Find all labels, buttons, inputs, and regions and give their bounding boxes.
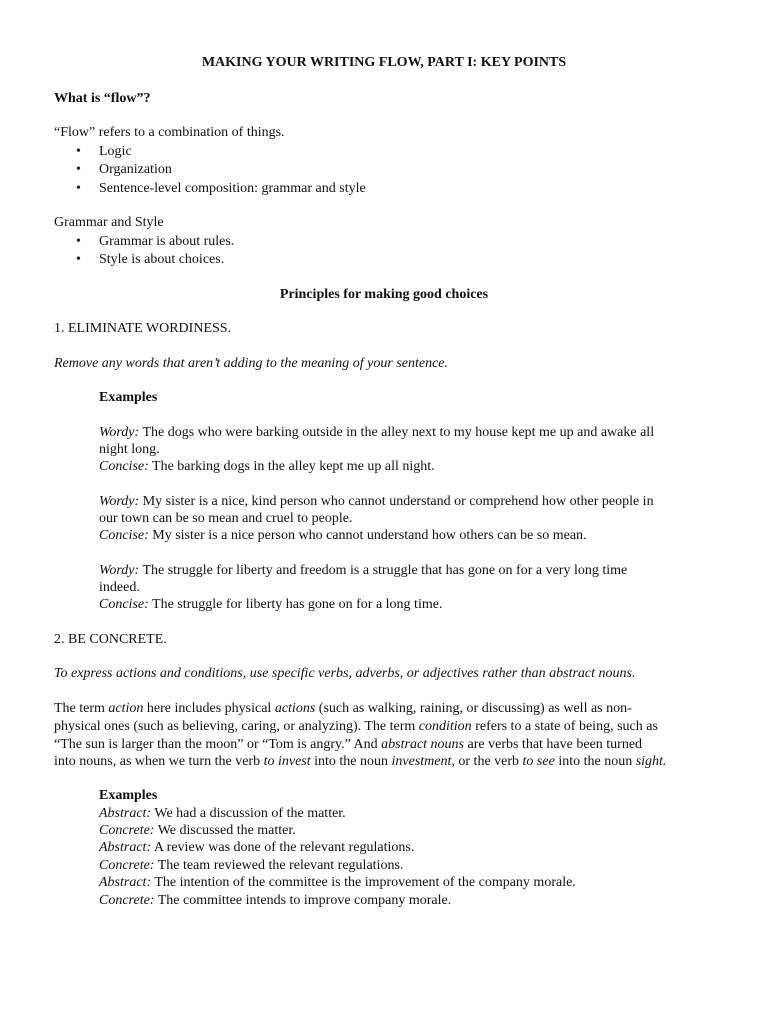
bullet-icon: •: [76, 181, 81, 196]
example-concise-line: Concise: My sister is a nice person who cannot understand how others can be so mean.: [99, 528, 587, 543]
example-wordy-line: Wordy: The dogs who were barking outside in the alley next to my house kept me up and awake all: [99, 425, 655, 440]
list-item: Style is about choices.: [99, 252, 225, 267]
paragraph-line: physical ones (such as believing, caring, or analyzing). The term condition refers to a state of being, such as: [54, 719, 658, 734]
paragraph-line: into nouns, as when we turn the verb to invest into the noun investment, or the verb to see into the noun sight.: [54, 754, 667, 769]
bullet-icon: •: [76, 252, 81, 267]
flow-heading: What is “flow”?: [54, 91, 151, 106]
example-wordy-line: our town can be so mean and cruel to people.: [99, 511, 353, 526]
flow-intro: “Flow” refers to a combination of things.: [54, 125, 285, 140]
section-1-heading: 1. ELIMINATE WORDINESS.: [54, 321, 232, 336]
list-item: Logic: [99, 144, 132, 159]
example-wordy-line: indeed.: [99, 580, 140, 595]
section-2-lead: To express actions and conditions, use specific verbs, adverbs, or adjectives rather than abstract nouns.: [54, 666, 636, 681]
paragraph-line: “The sun is larger than the moon” or “Tom is angry.” And abstract nouns are verbs that have been turned: [54, 737, 643, 752]
section-1-lead: Remove any words that aren’t adding to the meaning of your sentence.: [54, 356, 448, 371]
example-concrete-line: Concrete: The committee intends to improve company morale.: [99, 893, 452, 908]
list-item: Organization: [99, 162, 172, 177]
examples-label: Examples: [99, 788, 158, 803]
example-concrete-line: Concrete: We discussed the matter.: [99, 823, 296, 838]
example-abstract-line: Abstract: We had a discussion of the matter.: [99, 806, 346, 821]
example-concise-line: Concise: The barking dogs in the alley kept me up all night.: [99, 459, 435, 474]
example-wordy-line: night long.: [99, 442, 160, 457]
section-2-heading: 2. BE CONCRETE.: [54, 632, 167, 647]
bullet-icon: •: [76, 144, 81, 159]
examples-label: Examples: [99, 390, 158, 405]
example-concise-line: Concise: The struggle for liberty has gone on for a long time.: [99, 597, 443, 612]
example-wordy-line: Wordy: The struggle for liberty and freedom is a struggle that has gone on for a very long time: [99, 563, 628, 578]
bullet-icon: •: [76, 162, 81, 177]
principles-heading: Principles for making good choices: [279, 287, 489, 302]
paragraph-line: The term action here includes physical actions (such as walking, raining, or discussing) as well as non-: [54, 701, 632, 716]
document-title: MAKING YOUR WRITING FLOW, PART I: KEY POINTS: [201, 55, 567, 70]
example-abstract-line: Abstract: A review was done of the relevant regulations.: [99, 840, 415, 855]
example-abstract-line: Abstract: The intention of the committee is the improvement of the company morale.: [99, 875, 576, 890]
example-concrete-line: Concrete: The team reviewed the relevant regulations.: [99, 858, 404, 873]
list-item: Grammar is about rules.: [99, 234, 235, 249]
example-wordy-line: Wordy: My sister is a nice, kind person who cannot understand or comprehend how other people in: [99, 494, 654, 509]
grammar-style-heading: Grammar and Style: [54, 215, 164, 230]
list-item: Sentence-level composition: grammar and style: [99, 181, 366, 196]
bullet-icon: •: [76, 234, 81, 249]
